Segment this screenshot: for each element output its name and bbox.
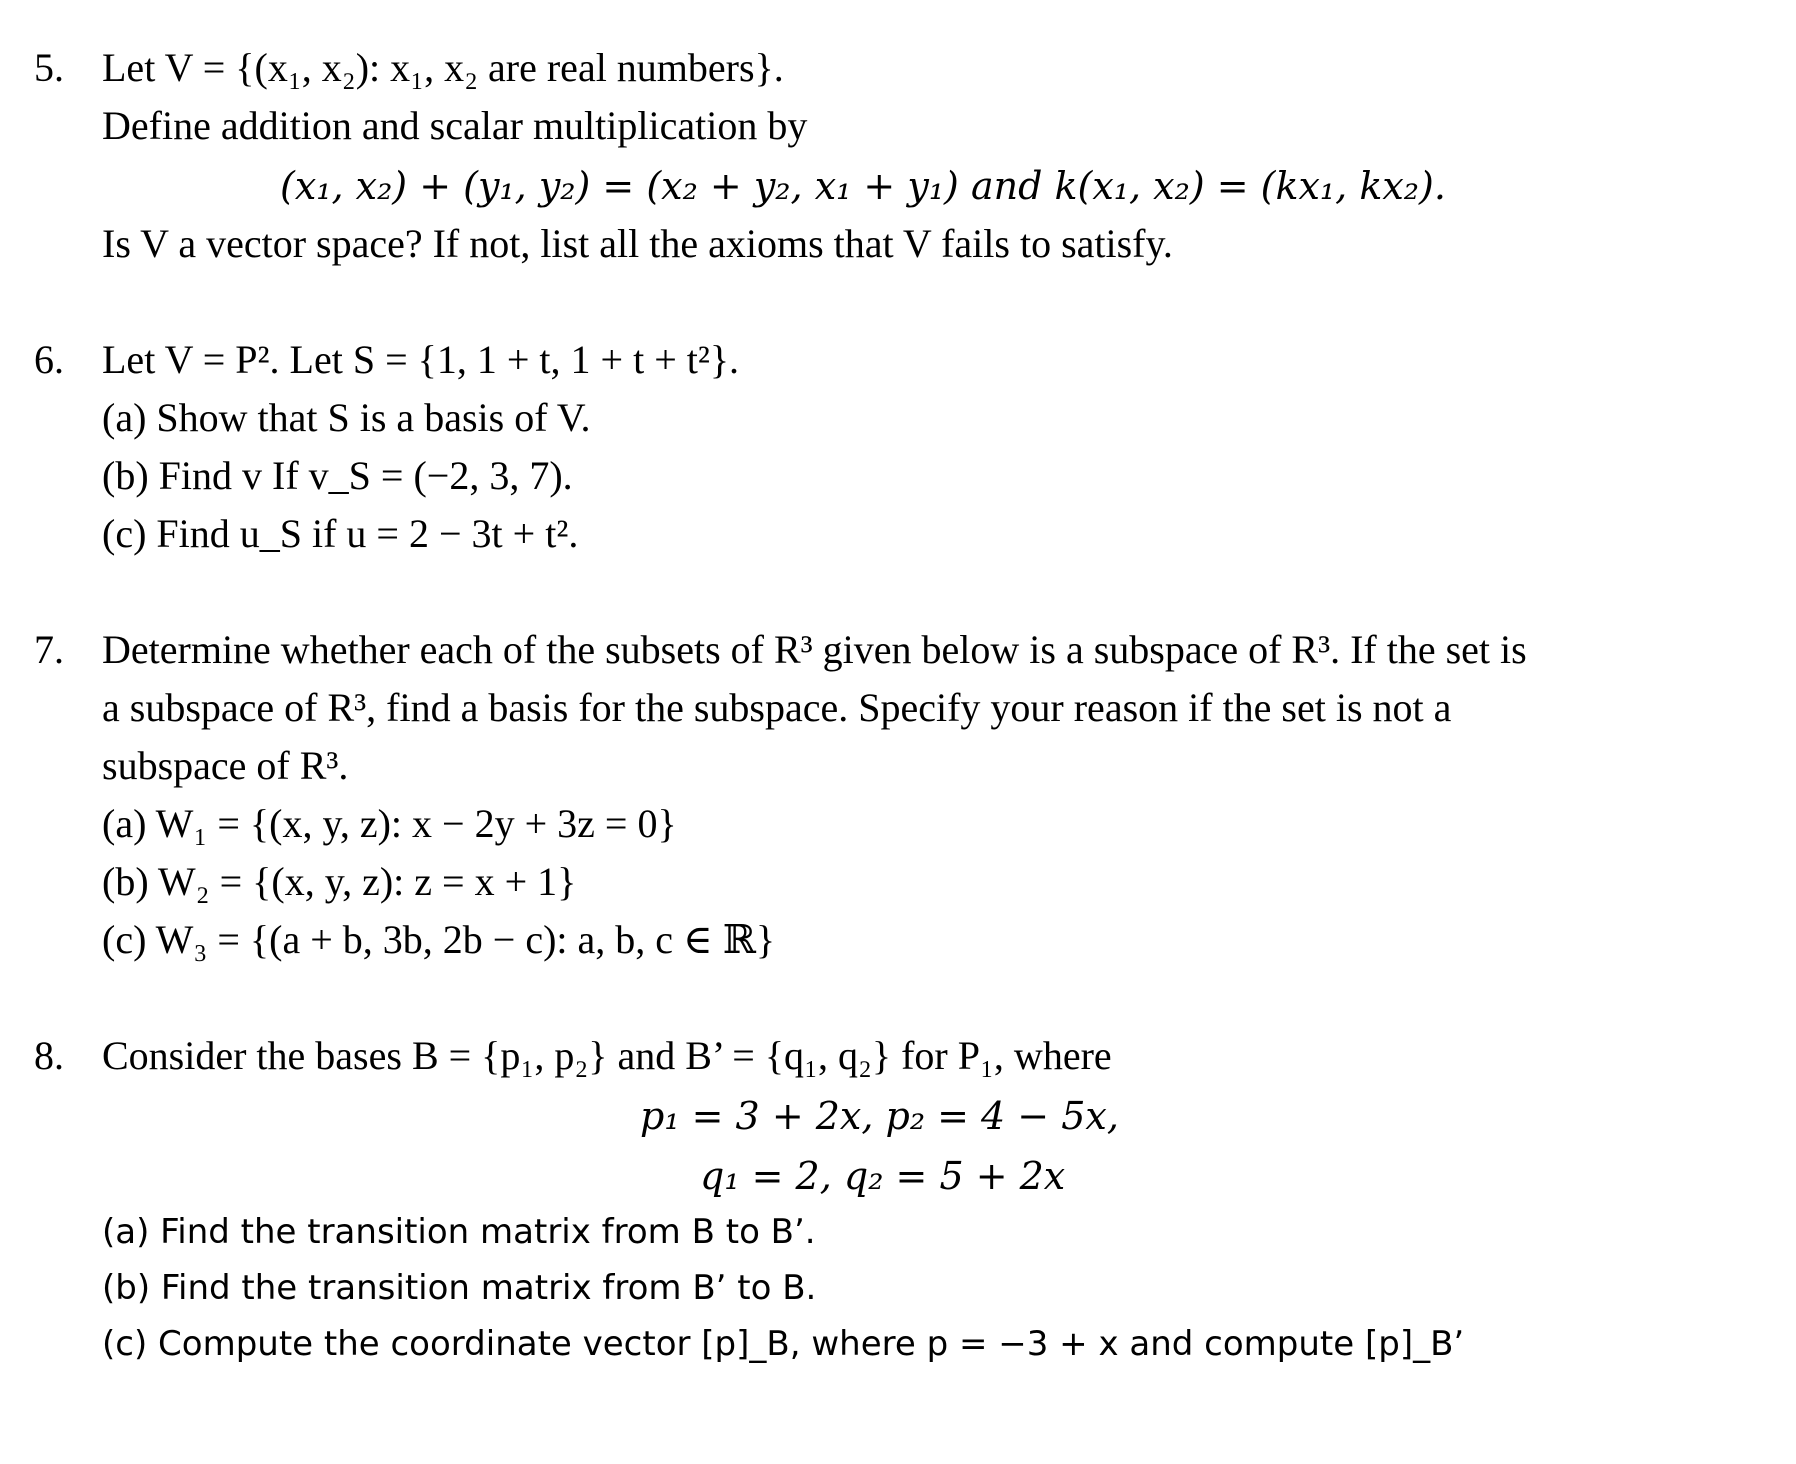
problem-number: 6. xyxy=(34,337,64,382)
problem-line: Determine whether each of the subsets of R³ given below is a subspace of R³. If the set is xyxy=(102,627,1527,672)
problem-line: (c) Compute the coordinate vector [p]_B, where p = −3 + x and compute [p]_B’ xyxy=(102,1324,1465,1364)
problem-line: Is V a vector space? If not, list all the axioms that V fails to satisfy. xyxy=(102,221,1173,266)
problem-line: Define addition and scalar multiplication by xyxy=(102,103,808,148)
problem-line: (a) Show that S is a basis of V. xyxy=(102,395,591,440)
problem-line: (a) W₁ = {(x, y, z): x − 2y + 3z = 0} xyxy=(102,801,677,846)
problem-line: Let V = {(x₁, x₂): x₁, x₂ are real numbers}. xyxy=(102,45,784,90)
equation-line: q₁ = 2, q₂ = 5 + 2x xyxy=(700,1154,1066,1198)
problem-line: (b) Find v If v_S = (−2, 3, 7). xyxy=(102,453,573,498)
problem-line: (b) W₂ = {(x, y, z): z = x + 1} xyxy=(102,859,577,904)
problem-line: Consider the bases B = {p₁, p₂} and B’ = {q₁, q₂} for P₁, where xyxy=(102,1033,1112,1078)
problem-number: 7. xyxy=(34,627,64,672)
problem-line: (c) W₃ = {(a + b, 3b, 2b − c): a, b, c ∈ ℝ} xyxy=(102,917,776,962)
problem-number: 5. xyxy=(34,45,64,90)
problem-line: subspace of R³. xyxy=(102,743,349,788)
problem-line: (c) Find u_S if u = 2 − 3t + t². xyxy=(102,511,579,556)
problem-line: Let V = P². Let S = {1, 1 + t, 1 + t + t²}. xyxy=(102,337,740,382)
problem-number: 8. xyxy=(34,1033,64,1078)
problem-line: (a) Find the transition matrix from B to B’. xyxy=(102,1212,816,1252)
problem-line: a subspace of R³, find a basis for the subspace. Specify your reason if the set is not a xyxy=(102,685,1452,730)
equation-line: (x₁, x₂) + (y₁, y₂) = (x₂ + y₂, x₁ + y₁) and k(x₁, x₂) = (kx₁, kx₂). xyxy=(280,164,1446,208)
equation-line: p₁ = 3 + 2x, p₂ = 4 − 5x, xyxy=(640,1094,1119,1138)
problem-line: (b) Find the transition matrix from B’ to B. xyxy=(102,1268,817,1308)
